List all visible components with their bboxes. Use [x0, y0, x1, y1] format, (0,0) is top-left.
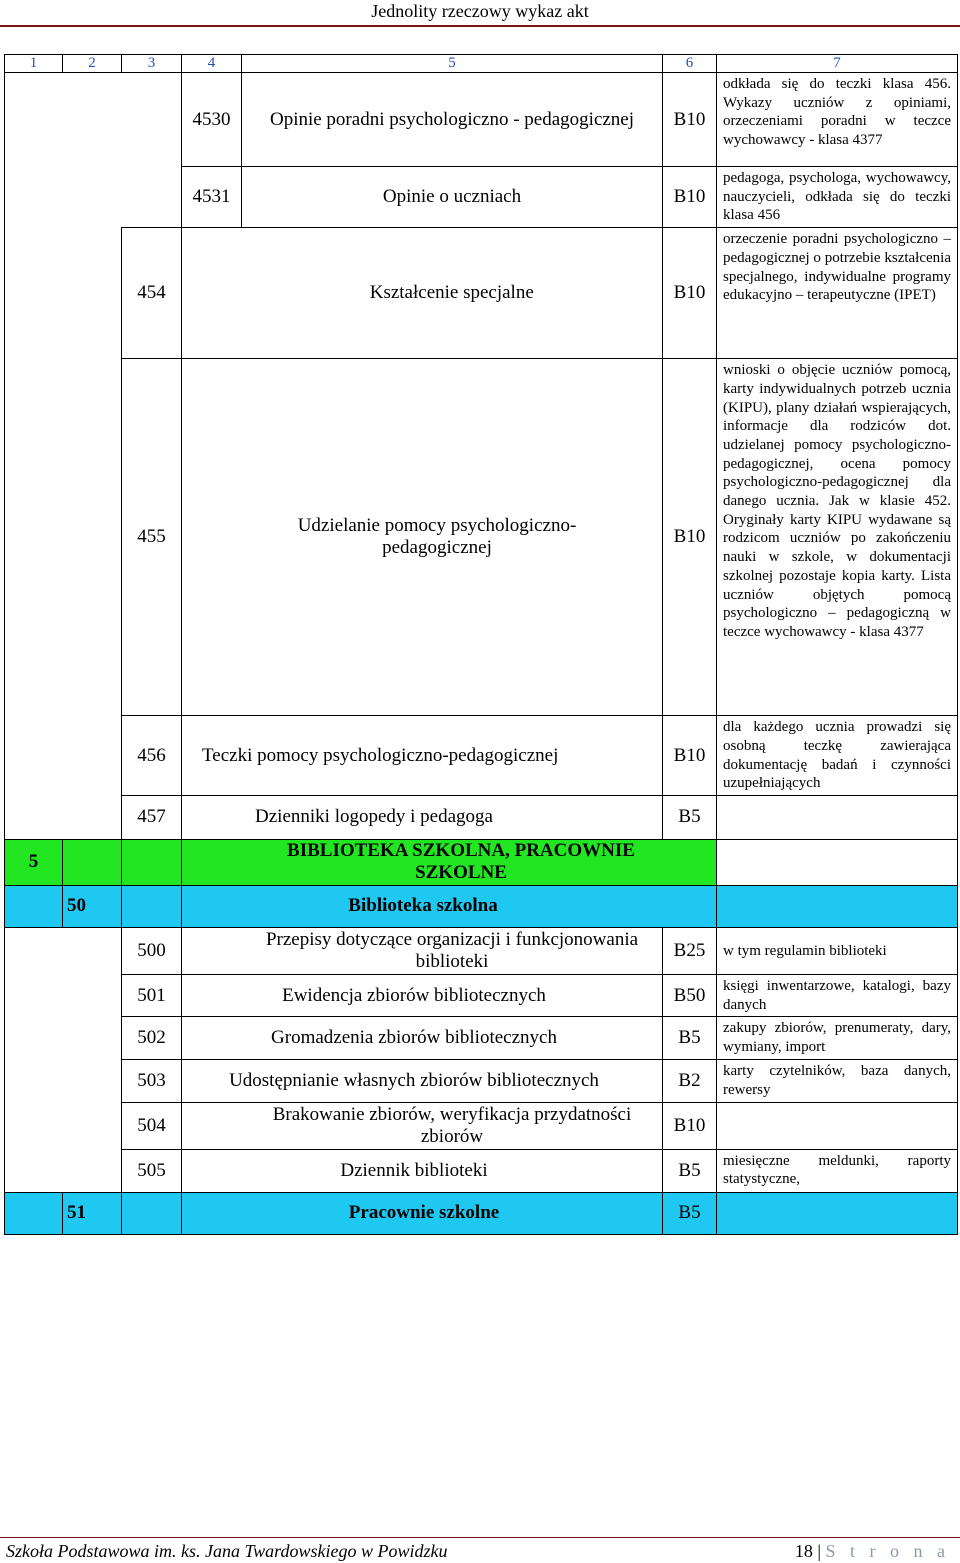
record-note: [717, 1102, 958, 1149]
page-number: 18: [794, 1541, 813, 1561]
record-category: B5: [663, 795, 717, 839]
records-table: [4, 54, 958, 1235]
record-title: Przepisy dotyczące organizacji i funkcjonowania biblioteki: [182, 927, 663, 974]
record-code: 500: [122, 927, 182, 974]
footer-school-name: Szkoła Podstawowa im. ks. Jana Twardowskiego w Powidzku: [6, 1541, 448, 1561]
column-number: 7: [717, 55, 958, 73]
record-note: [717, 795, 958, 839]
record-title: Opinie poradni psychologiczno - pedagogicznej: [242, 73, 663, 167]
record-code: 503: [122, 1060, 182, 1102]
record-code: 501: [122, 974, 182, 1016]
record-note: zakupy zbiorów, prenumeraty, dary, wymiany, import: [717, 1017, 958, 1060]
record-title: Udostępnianie własnych zbiorów bibliotecznych: [182, 1060, 663, 1102]
column-number: 3: [122, 55, 182, 73]
subgroup-code: 51: [63, 1192, 122, 1234]
document-title: Jednolity rzeczowy wykaz akt: [371, 1, 589, 21]
record-code: 456: [122, 716, 182, 796]
table-row: [5, 974, 958, 1016]
record-note: karty czytelników, baza danych, rewersy: [717, 1060, 958, 1102]
page-separator: |: [817, 1541, 821, 1561]
column-number: 4: [182, 55, 242, 73]
table-row: [5, 1149, 958, 1192]
record-code: 454: [122, 228, 182, 359]
record-category: B50: [663, 974, 717, 1016]
record-category: B5: [663, 1149, 717, 1192]
column-number: 6: [663, 55, 717, 73]
table-row: [5, 1060, 958, 1102]
table-row: [5, 795, 958, 839]
record-title: Brakowanie zbiorów, weryfikacja przydatności zbiorów: [182, 1102, 663, 1149]
subgroup-category: B5: [663, 1192, 717, 1234]
record-title: Teczki pomocy psychologiczno-pedagogicznej: [182, 716, 663, 796]
table-row: [5, 716, 958, 796]
table-row: [5, 927, 958, 974]
table-row: [5, 359, 958, 716]
column-number-row: [5, 55, 958, 73]
record-note: w tym regulamin biblioteki: [717, 927, 958, 974]
record-code: 457: [122, 795, 182, 839]
record-category: B10: [663, 716, 717, 796]
page-header: [0, 0, 960, 26]
record-code: 505: [122, 1149, 182, 1192]
record-category: B5: [663, 1017, 717, 1060]
record-note: pedagoga, psychologa, wychowawcy, nauczycieli, odkłada się do teczki klasa 456: [717, 167, 958, 228]
record-category: B10: [663, 228, 717, 359]
group-row: [5, 839, 958, 885]
group-code: 5: [5, 839, 63, 885]
header-divider: [0, 25, 960, 27]
record-code: 4530: [182, 73, 242, 167]
page-footer: [0, 1538, 960, 1563]
column-number: 5: [242, 55, 663, 73]
subgroup-title: Pracownie szkolne: [182, 1192, 663, 1234]
record-note: wnioski o objęcie uczniów pomocą, karty indywidualnych potrzeb ucznia (KIPU), plany działań wspierających, informacje dla rodziców dot. udzielanej pomocy psychologiczno-pedagogicznej, ocena pomocy psychologiczno-pedagogicznej dla danego ucznia. Jak w klasie 452. Oryginały karty KIPU wydawane są rodzicom uczniów po zakończeniu nauki w szkole, w dokumentacji szkolnej pozostaje kopia karty. Lista uczniów objętych pomocą psychologiczno – pedagogiczną w teczce wychowawcy - klasa 4377: [717, 359, 958, 716]
record-category: B10: [663, 359, 717, 716]
record-category: B10: [663, 73, 717, 167]
record-note: odkłada się do teczki klasa 456. Wykazy uczniów z opiniami, orzeczeniami poradni w teczce wychowawcy - klasa 4377: [717, 73, 958, 167]
record-category: B2: [663, 1060, 717, 1102]
record-title: Udzielanie pomocy psychologiczno-pedagogicznej: [182, 359, 663, 716]
table-row: [5, 1017, 958, 1060]
group-title: BIBLIOTEKA SZKOLNA, PRACOWNIE SZKOLNE: [182, 839, 717, 885]
record-title: Ewidencja zbiorów bibliotecznych: [182, 974, 663, 1016]
record-category: B10: [663, 1102, 717, 1149]
record-note: dla każdego ucznia prowadzi się osobną teczkę zawierająca dokumentację badań i czynności uzupełniających: [717, 716, 958, 796]
record-code: 502: [122, 1017, 182, 1060]
record-category: B25: [663, 927, 717, 974]
record-code: 455: [122, 359, 182, 716]
record-code: 504: [122, 1102, 182, 1149]
subgroup-row: [5, 885, 958, 927]
page-word: S t r o n a: [825, 1541, 950, 1561]
column-number: 2: [63, 55, 122, 73]
record-title: Kształcenie specjalne: [242, 228, 663, 359]
subgroup-row: [5, 1192, 958, 1234]
column-number: 1: [5, 55, 63, 73]
record-title: Gromadzenia zbiorów bibliotecznych: [182, 1017, 663, 1060]
table-row: [5, 73, 958, 167]
subgroup-code: 50: [63, 885, 122, 927]
record-code: 4531: [182, 167, 242, 228]
record-title: Opinie o uczniach: [242, 167, 663, 228]
footer-page-info: [795, 1540, 950, 1562]
subgroup-title: Biblioteka szkolna: [182, 885, 717, 927]
record-note: księgi inwentarzowe, katalogi, bazy danych: [717, 974, 958, 1016]
record-note: miesięczne meldunki, raporty statystyczne,: [717, 1149, 958, 1192]
record-note: orzeczenie poradni psychologiczno – pedagogicznej o potrzebie kształcenia specjalnego, indywidualne programy edukacyjno – terapeutyczne (IPET): [717, 228, 958, 359]
record-title: Dzienniki logopedy i pedagoga: [182, 795, 663, 839]
table-row: [5, 228, 958, 359]
table-row: [5, 167, 958, 228]
record-category: B10: [663, 167, 717, 228]
table-row: [5, 1102, 958, 1149]
record-title: Dziennik biblioteki: [182, 1149, 663, 1192]
